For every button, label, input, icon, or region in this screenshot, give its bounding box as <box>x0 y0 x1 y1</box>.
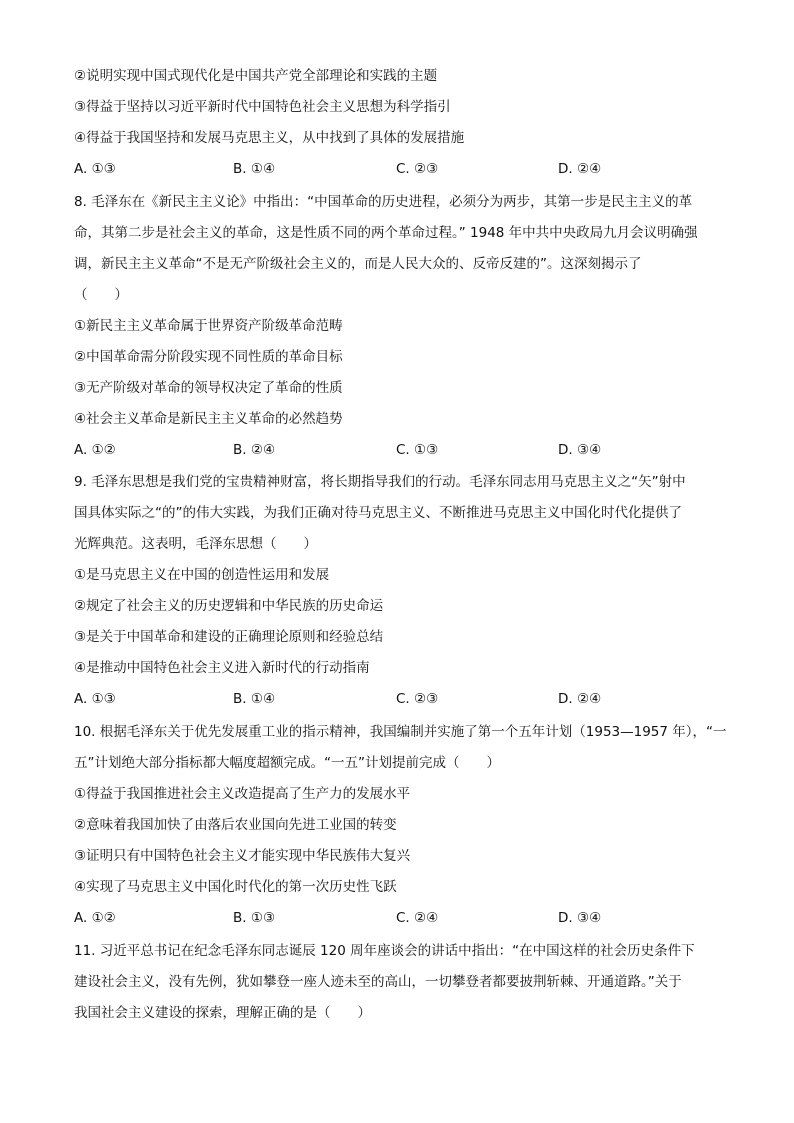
q9-option-b[interactable]: B. ①④ <box>233 691 276 707</box>
q7-option-b[interactable]: B. ①④ <box>233 161 276 177</box>
q8-answer-blank: （ ） <box>74 287 128 303</box>
q10-item-4: ④实现了马克思主义中国化时代化的第一次历史性飞跃 <box>74 879 397 895</box>
q7-option-d[interactable]: D. ②④ <box>558 161 602 177</box>
q10-options <box>74 909 734 927</box>
q8-stem-line-1: 8. 毛泽东在《新民主主义论》中指出：“中国革命的历史进程，必须分为两步，其第一步是民主主义的革 <box>74 194 693 210</box>
q8-stem-line-2: 命，其第二步是社会主义的革命，这是性质不同的两个革命过程。” 1948 年中共中央政局九月会议明确强 <box>74 225 698 241</box>
q9-stem-line-1: 9. 毛泽东思想是我们党的宝贵精神财富，将长期指导我们的行动。毛泽东同志用马克思主义之“矢”射中 <box>74 474 686 490</box>
q8-item-2: ②中国革命需分阶段实现不同性质的革命目标 <box>74 349 343 365</box>
q10-option-d[interactable]: D. ③④ <box>558 910 602 926</box>
q9-item-3: ③是关于中国革命和建设的正确理论原则和经验总结 <box>74 629 384 645</box>
q9-stem-line-2: 国具体实际之“的”的伟大实践，为我们正确对待马克思主义、不断推进马克思主义中国化时代化提供了 <box>74 505 682 521</box>
q10-option-c[interactable]: C. ②④ <box>396 910 439 926</box>
q10-stem-line-2: 五”计划绝大部分指标都大幅度超额完成。“一五”计划提前完成（ ） <box>74 755 500 771</box>
q10-stem-line-1: 10. 根据毛泽东关于优先发展重工业的指示精神，我国编制并实施了第一个五年计划（1953—1957 年），“一 <box>74 724 727 740</box>
q9-options <box>74 690 734 708</box>
q7-item-2: ②说明实现中国式现代化是中国共产党全部理论和实践的主题 <box>74 68 438 84</box>
q10-item-2: ②意味着我国加快了由落后农业国向先进工业国的转变 <box>74 817 397 833</box>
q7-item-4: ④得益于我国坚持和发展马克思主义，从中找到了具体的发展措施 <box>74 130 465 146</box>
q11-stem-line-1: 11. 习近平总书记在纪念毛泽东同志诞辰 120 周年座谈会的讲话中指出：“在中国这样的社会历史条件下 <box>74 943 695 959</box>
q8-option-d[interactable]: D. ③④ <box>558 442 602 458</box>
q8-options <box>74 441 734 459</box>
q9-item-4: ④是推动中国特色社会主义进入新时代的行动指南 <box>74 660 370 676</box>
q11-stem-line-3: 我国社会主义建设的探索，理解正确的是（ ） <box>74 1005 371 1021</box>
q8-stem-line-3: 调，新民主主义革命“不是无产阶级社会主义的，而是人民大众的、反帝反建的”。这深刻揭示了 <box>74 256 642 272</box>
q9-option-a[interactable]: A. ①③ <box>74 691 116 707</box>
q11-stem-line-2: 建设社会主义，没有先例，犹如攀登一座人迹未至的高山，一切攀登者都要披荆斩棘、开通道路。”关于 <box>74 974 682 990</box>
q7-option-c[interactable]: C. ②③ <box>396 161 439 177</box>
q8-item-4: ④社会主义革命是新民主主义革命的必然趋势 <box>74 411 343 427</box>
q9-stem-line-3: 光辉典范。这表明，毛泽东思想（ ） <box>74 536 317 552</box>
q9-option-c[interactable]: C. ②③ <box>396 691 439 707</box>
q9-item-1: ①是马克思主义在中国的创造性运用和发展 <box>74 567 330 583</box>
q7-options <box>74 160 734 178</box>
q9-item-2: ②规定了社会主义的历史逻辑和中华民族的历史命运 <box>74 598 384 614</box>
q7-item-3: ③得益于坚持以习近平新时代中国特色社会主义思想为科学指引 <box>74 99 451 115</box>
q10-item-1: ①得益于我国推进社会主义改造提高了生产力的发展水平 <box>74 786 411 802</box>
q8-option-c[interactable]: C. ①③ <box>396 442 439 458</box>
q7-option-a[interactable]: A. ①③ <box>74 161 116 177</box>
q8-option-a[interactable]: A. ①② <box>74 442 116 458</box>
q8-item-3: ③无产阶级对革命的领导权决定了革命的性质 <box>74 380 343 396</box>
q8-item-1: ①新民主主义革命属于世界资产阶级革命范畴 <box>74 318 343 334</box>
q10-option-a[interactable]: A. ①② <box>74 910 116 926</box>
q8-option-b[interactable]: B. ②④ <box>233 442 276 458</box>
q9-option-d[interactable]: D. ②④ <box>558 691 602 707</box>
q10-option-b[interactable]: B. ①③ <box>233 910 276 926</box>
q10-item-3: ③证明只有中国特色社会主义才能实现中华民族伟大复兴 <box>74 848 411 864</box>
